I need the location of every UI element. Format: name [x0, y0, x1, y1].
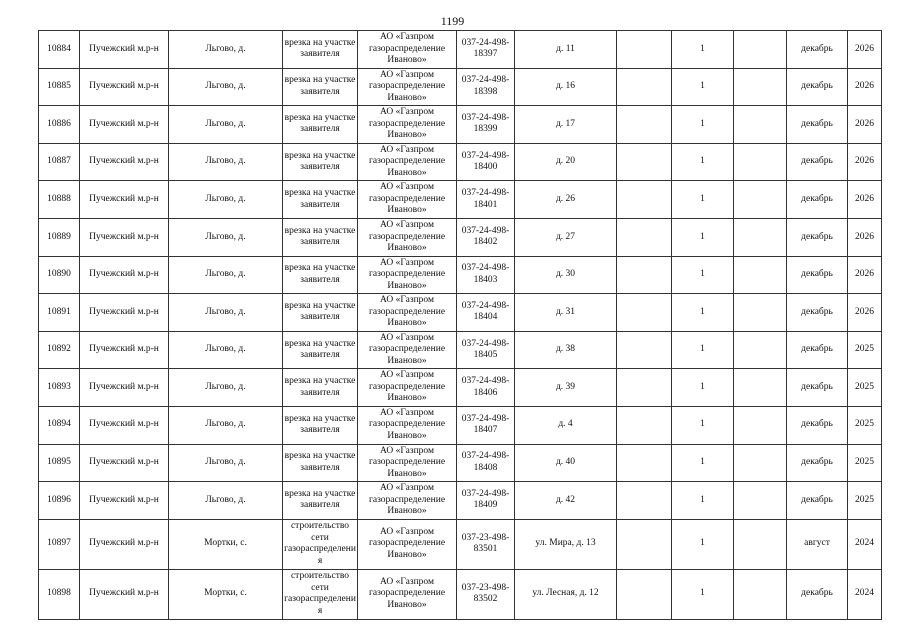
address-cell: д. 42	[515, 482, 617, 520]
work-type-cell: врезка на участке заявителя	[283, 294, 358, 332]
address-cell: д. 16	[515, 68, 617, 106]
address-cell: д. 31	[515, 294, 617, 332]
empty-cell	[617, 406, 672, 444]
work-type-cell: врезка на участке заявителя	[283, 369, 358, 407]
address-cell: д. 4	[515, 406, 617, 444]
quantity-cell: 1	[672, 331, 734, 369]
locality-cell: Мортки, с.	[169, 519, 283, 569]
locality-cell: Льгово, д.	[169, 444, 283, 482]
year-cell: 2026	[848, 181, 882, 219]
municipality-cell: Пучежский м.р-н	[80, 331, 169, 369]
quantity-cell: 1	[672, 294, 734, 332]
year-cell: 2025	[848, 444, 882, 482]
empty-cell	[617, 143, 672, 181]
month-cell: декабрь	[787, 406, 848, 444]
object-code-cell: 037-24-498-18402	[457, 218, 515, 256]
municipality-cell: Пучежский м.р-н	[80, 569, 169, 619]
work-type-cell: врезка на участке заявителя	[283, 444, 358, 482]
month-cell: декабрь	[787, 68, 848, 106]
month-cell: декабрь	[787, 569, 848, 619]
work-type-cell: врезка на участке заявителя	[283, 482, 358, 520]
year-cell: 2026	[848, 68, 882, 106]
work-type-cell: врезка на участке заявителя	[283, 143, 358, 181]
empty-cell-2	[734, 331, 787, 369]
address-cell: д. 38	[515, 331, 617, 369]
organization-cell: АО «Газпром газораспределение Иваново»	[358, 406, 457, 444]
locality-cell: Льгово, д.	[169, 406, 283, 444]
work-type-cell: врезка на участке заявителя	[283, 256, 358, 294]
work-type-cell: врезка на участке заявителя	[283, 331, 358, 369]
quantity-cell: 1	[672, 218, 734, 256]
municipality-cell: Пучежский м.р-н	[80, 256, 169, 294]
municipality-cell: Пучежский м.р-н	[80, 369, 169, 407]
empty-cell-2	[734, 218, 787, 256]
object-code-cell: 037-24-498-18397	[457, 31, 515, 69]
organization-cell: АО «Газпром газораспределение Иваново»	[358, 218, 457, 256]
locality-cell: Льгово, д.	[169, 143, 283, 181]
object-code-cell: 037-24-498-18401	[457, 181, 515, 219]
address-cell: д. 39	[515, 369, 617, 407]
month-cell: декабрь	[787, 369, 848, 407]
organization-cell: АО «Газпром газораспределение Иваново»	[358, 569, 457, 619]
quantity-cell: 1	[672, 106, 734, 144]
row-id: 10885	[39, 68, 80, 106]
municipality-cell: Пучежский м.р-н	[80, 294, 169, 332]
month-cell: декабрь	[787, 106, 848, 144]
year-cell: 2026	[848, 143, 882, 181]
organization-cell: АО «Газпром газораспределение Иваново»	[358, 369, 457, 407]
year-cell: 2025	[848, 331, 882, 369]
empty-cell	[617, 256, 672, 294]
work-type-cell: врезка на участке заявителя	[283, 181, 358, 219]
quantity-cell: 1	[672, 68, 734, 106]
object-code-cell: 037-24-498-18404	[457, 294, 515, 332]
empty-cell	[617, 569, 672, 619]
empty-cell	[617, 444, 672, 482]
locality-cell: Льгово, д.	[169, 369, 283, 407]
municipality-cell: Пучежский м.р-н	[80, 181, 169, 219]
address-cell: ул. Мира, д. 13	[515, 519, 617, 569]
object-code-cell: 037-23-498-83501	[457, 519, 515, 569]
month-cell: декабрь	[787, 256, 848, 294]
organization-cell: АО «Газпром газораспределение Иваново»	[358, 331, 457, 369]
quantity-cell: 1	[672, 31, 734, 69]
municipality-cell: Пучежский м.р-н	[80, 143, 169, 181]
empty-cell-2	[734, 106, 787, 144]
row-id: 10897	[39, 519, 80, 569]
table-body	[39, 31, 882, 620]
locality-cell: Льгово, д.	[169, 331, 283, 369]
locality-cell: Льгово, д.	[169, 106, 283, 144]
table-row	[39, 106, 882, 144]
empty-cell-2	[734, 482, 787, 520]
year-cell: 2024	[848, 519, 882, 569]
table-row	[39, 331, 882, 369]
year-cell: 2025	[848, 369, 882, 407]
month-cell: декабрь	[787, 294, 848, 332]
work-type-cell: врезка на участке заявителя	[283, 406, 358, 444]
row-id: 10888	[39, 181, 80, 219]
year-cell: 2026	[848, 256, 882, 294]
quantity-cell: 1	[672, 181, 734, 219]
year-cell: 2026	[848, 218, 882, 256]
year-cell: 2026	[848, 106, 882, 144]
organization-cell: АО «Газпром газораспределение Иваново»	[358, 106, 457, 144]
address-cell: д. 40	[515, 444, 617, 482]
empty-cell	[617, 331, 672, 369]
address-cell: ул. Лесная, д. 12	[515, 569, 617, 619]
organization-cell: АО «Газпром газораспределение Иваново»	[358, 143, 457, 181]
work-type-cell: врезка на участке заявителя	[283, 218, 358, 256]
object-code-cell: 037-24-498-18407	[457, 406, 515, 444]
month-cell: декабрь	[787, 31, 848, 69]
work-type-cell: врезка на участке заявителя	[283, 31, 358, 69]
table-row	[39, 406, 882, 444]
empty-cell	[617, 519, 672, 569]
month-cell: декабрь	[787, 181, 848, 219]
table-row	[39, 68, 882, 106]
empty-cell-2	[734, 68, 787, 106]
table-row	[39, 569, 882, 619]
work-type-cell: строительство сети газораспределения	[283, 519, 358, 569]
quantity-cell: 1	[672, 482, 734, 520]
empty-cell	[617, 294, 672, 332]
object-code-cell: 037-24-498-18403	[457, 256, 515, 294]
locality-cell: Льгово, д.	[169, 294, 283, 332]
quantity-cell: 1	[672, 444, 734, 482]
empty-cell-2	[734, 294, 787, 332]
month-cell: декабрь	[787, 143, 848, 181]
municipality-cell: Пучежский м.р-н	[80, 519, 169, 569]
municipality-cell: Пучежский м.р-н	[80, 444, 169, 482]
year-cell: 2026	[848, 294, 882, 332]
object-code-cell: 037-24-498-18400	[457, 143, 515, 181]
address-cell: д. 27	[515, 218, 617, 256]
object-code-cell: 037-24-498-18399	[457, 106, 515, 144]
year-cell: 2026	[848, 31, 882, 69]
table-row	[39, 294, 882, 332]
year-cell: 2025	[848, 482, 882, 520]
work-type-cell: строительство сети газораспределения	[283, 569, 358, 619]
organization-cell: АО «Газпром газораспределение Иваново»	[358, 256, 457, 294]
table-row	[39, 519, 882, 569]
object-code-cell: 037-24-498-18406	[457, 369, 515, 407]
table-row	[39, 369, 882, 407]
empty-cell	[617, 218, 672, 256]
year-cell: 2024	[848, 569, 882, 619]
row-id: 10887	[39, 143, 80, 181]
locality-cell: Мортки, с.	[169, 569, 283, 619]
empty-cell-2	[734, 569, 787, 619]
quantity-cell: 1	[672, 256, 734, 294]
year-cell: 2025	[848, 406, 882, 444]
organization-cell: АО «Газпром газораспределение Иваново»	[358, 31, 457, 69]
organization-cell: АО «Газпром газораспределение Иваново»	[358, 482, 457, 520]
row-id: 10890	[39, 256, 80, 294]
month-cell: декабрь	[787, 444, 848, 482]
table-row	[39, 181, 882, 219]
quantity-cell: 1	[672, 519, 734, 569]
row-id: 10886	[39, 106, 80, 144]
empty-cell-2	[734, 181, 787, 219]
table-row	[39, 444, 882, 482]
municipality-cell: Пучежский м.р-н	[80, 106, 169, 144]
quantity-cell: 1	[672, 143, 734, 181]
address-cell: д. 20	[515, 143, 617, 181]
empty-cell-2	[734, 31, 787, 69]
row-id: 10889	[39, 218, 80, 256]
object-code-cell: 037-24-498-18408	[457, 444, 515, 482]
locality-cell: Льгово, д.	[169, 68, 283, 106]
table-row	[39, 31, 882, 69]
row-id: 10895	[39, 444, 80, 482]
quantity-cell: 1	[672, 569, 734, 619]
locality-cell: Льгово, д.	[169, 482, 283, 520]
table-row	[39, 256, 882, 294]
organization-cell: АО «Газпром газораспределение Иваново»	[358, 294, 457, 332]
table-row	[39, 143, 882, 181]
empty-cell-2	[734, 256, 787, 294]
row-id: 10896	[39, 482, 80, 520]
empty-cell	[617, 482, 672, 520]
quantity-cell: 1	[672, 406, 734, 444]
municipality-cell: Пучежский м.р-н	[80, 482, 169, 520]
municipality-cell: Пучежский м.р-н	[80, 218, 169, 256]
empty-cell	[617, 106, 672, 144]
work-type-cell: врезка на участке заявителя	[283, 68, 358, 106]
registry-table	[38, 30, 882, 620]
locality-cell: Льгово, д.	[169, 256, 283, 294]
row-id: 10891	[39, 294, 80, 332]
municipality-cell: Пучежский м.р-н	[80, 68, 169, 106]
organization-cell: АО «Газпром газораспределение Иваново»	[358, 181, 457, 219]
object-code-cell: 037-24-498-18405	[457, 331, 515, 369]
locality-cell: Льгово, д.	[169, 31, 283, 69]
empty-cell-2	[734, 519, 787, 569]
row-id: 10884	[39, 31, 80, 69]
empty-cell	[617, 68, 672, 106]
row-id: 10898	[39, 569, 80, 619]
municipality-cell: Пучежский м.р-н	[80, 406, 169, 444]
object-code-cell: 037-24-498-18398	[457, 68, 515, 106]
address-cell: д. 30	[515, 256, 617, 294]
organization-cell: АО «Газпром газораспределение Иваново»	[358, 519, 457, 569]
empty-cell	[617, 31, 672, 69]
table-row	[39, 218, 882, 256]
empty-cell	[617, 181, 672, 219]
month-cell: август	[787, 519, 848, 569]
locality-cell: Льгово, д.	[169, 181, 283, 219]
row-id: 10892	[39, 331, 80, 369]
municipality-cell: Пучежский м.р-н	[80, 31, 169, 69]
address-cell: д. 11	[515, 31, 617, 69]
work-type-cell: врезка на участке заявителя	[283, 106, 358, 144]
quantity-cell: 1	[672, 369, 734, 407]
month-cell: декабрь	[787, 482, 848, 520]
empty-cell-2	[734, 444, 787, 482]
address-cell: д. 26	[515, 181, 617, 219]
organization-cell: АО «Газпром газораспределение Иваново»	[358, 68, 457, 106]
row-id: 10894	[39, 406, 80, 444]
page-number: 1199	[440, 14, 465, 28]
month-cell: декабрь	[787, 331, 848, 369]
month-cell: декабрь	[787, 218, 848, 256]
object-code-cell: 037-23-498-83502	[457, 569, 515, 619]
empty-cell-2	[734, 369, 787, 407]
empty-cell	[617, 369, 672, 407]
address-cell: д. 17	[515, 106, 617, 144]
empty-cell-2	[734, 143, 787, 181]
organization-cell: АО «Газпром газораспределение Иваново»	[358, 444, 457, 482]
row-id: 10893	[39, 369, 80, 407]
object-code-cell: 037-24-498-18409	[457, 482, 515, 520]
table-row	[39, 482, 882, 520]
empty-cell-2	[734, 406, 787, 444]
locality-cell: Льгово, д.	[169, 218, 283, 256]
